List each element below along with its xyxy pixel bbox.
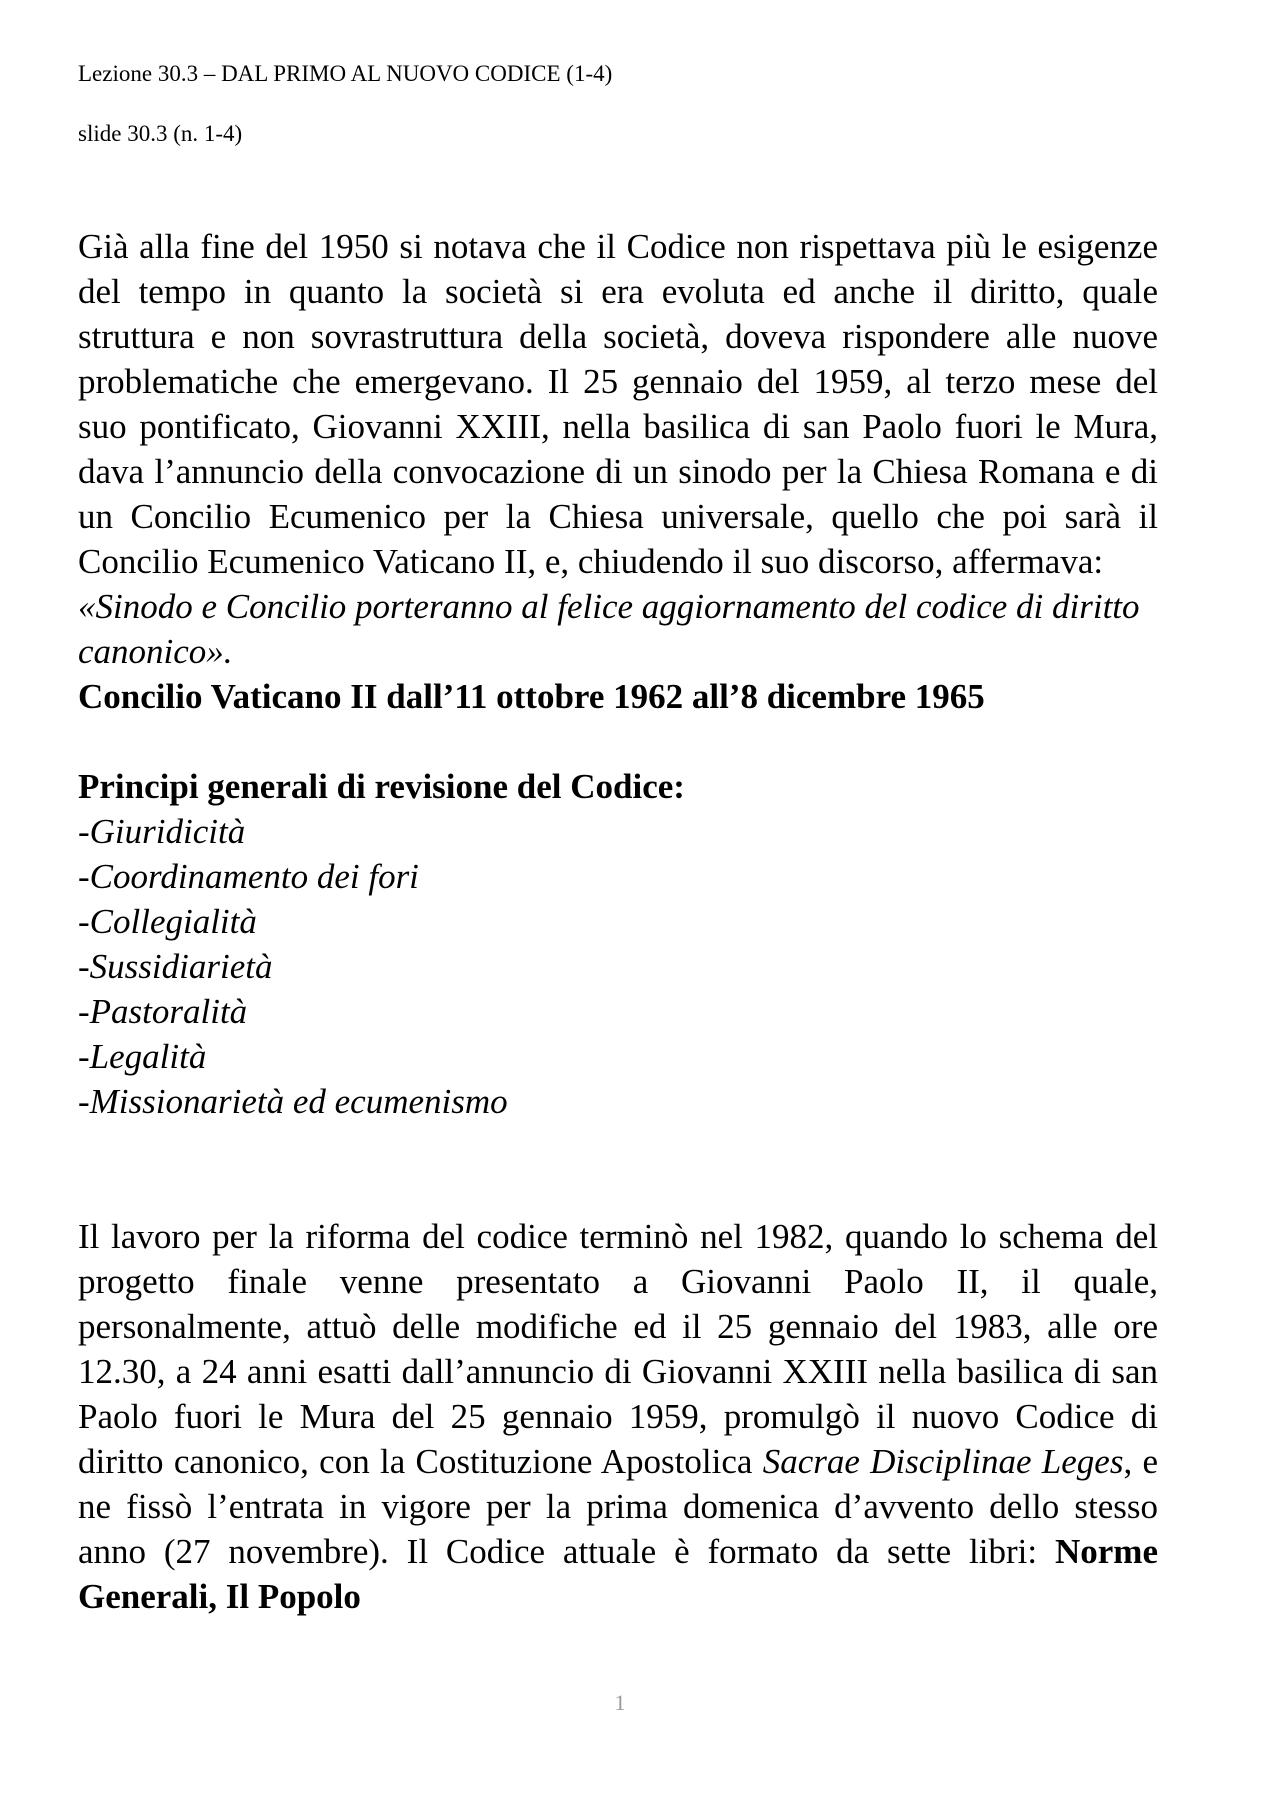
list-item: -Legalità bbox=[78, 1037, 207, 1076]
list-item: -Missionarietà ed ecumenismo bbox=[78, 1082, 508, 1121]
list-item: -Giuridicità bbox=[78, 812, 246, 851]
spacer bbox=[78, 1124, 1158, 1214]
council-dates: Concilio Vaticano II dall’11 ottobre 1962 all’8 dicembre 1965 bbox=[78, 677, 985, 716]
slide-reference: slide 30.3 (n. 1-4) bbox=[78, 121, 243, 146]
principles-heading: Principi generali di revisione del Codice: bbox=[78, 767, 685, 806]
constitution-title: Sacrae Disciplinae Leges bbox=[762, 1442, 1124, 1481]
reform-text: Il lavoro per la riforma del codice terminò nel 1982, quando lo schema del progetto finale venne presentato a Giovanni Paolo II, il quale, personalmente, attuò delle modifiche ed il 25 gennaio del 1983, alle ore 12.30, a 24 anni esatti dall’annuncio di Giovanni XXIII nella basilica di san Paolo fuori le Mura del 25 gennaio 1959, promulgò il nuovo Codice di diritto canonico, con la Costituzione Apostolica bbox=[78, 1217, 1158, 1481]
list-item: -Pastoralità bbox=[78, 992, 248, 1031]
reform-paragraph bbox=[78, 1214, 1158, 1619]
spacer bbox=[78, 719, 1158, 764]
principles-list bbox=[78, 809, 1158, 1124]
intro-paragraph: Già alla fine del 1950 si notava che il Codice non rispettava più le esigenze del tempo in quanto la società si era evoluta ed anche il diritto, quale struttura e non sovrastruttura della società, doveva rispondere alle nuove problematiche che emergevano. Il 25 gennaio del 1959, al terzo mese del suo pontificato, Giovanni XXIII, nella basilica di san Paolo fuori le Mura, dava l’annuncio della convocazione di un sinodo per la Chiesa Romana e di un Concilio Ecumenico per la Chiesa universale, quello che poi sarà il Concilio Ecumenico Vaticano II, e, chiudendo il suo discorso, affermava: bbox=[78, 227, 1158, 581]
document-body bbox=[78, 224, 1158, 1619]
reform-text-continued: , e ne fissò l’entrata in vigore per la prima domenica d’avvento dello stesso anno (27 novembre). Il Codice attuale è formato da sette libri: bbox=[78, 1442, 1158, 1571]
list-item: -Sussidiarietà bbox=[78, 947, 273, 986]
page-number: 1 bbox=[614, 1690, 626, 1715]
list-item: -Coordinamento dei fori bbox=[78, 857, 419, 896]
list-item: -Collegialità bbox=[78, 902, 257, 941]
pope-quote: «Sinodo e Concilio porteranno al felice aggiornamento del codice di diritto canonico». bbox=[78, 587, 1140, 671]
lesson-title: Lezione 30.3 – DAL PRIMO AL NUOVO CODICE (1-4) bbox=[78, 61, 613, 86]
books-list-start: Norme Generali, Il Popolo bbox=[78, 1532, 1158, 1616]
